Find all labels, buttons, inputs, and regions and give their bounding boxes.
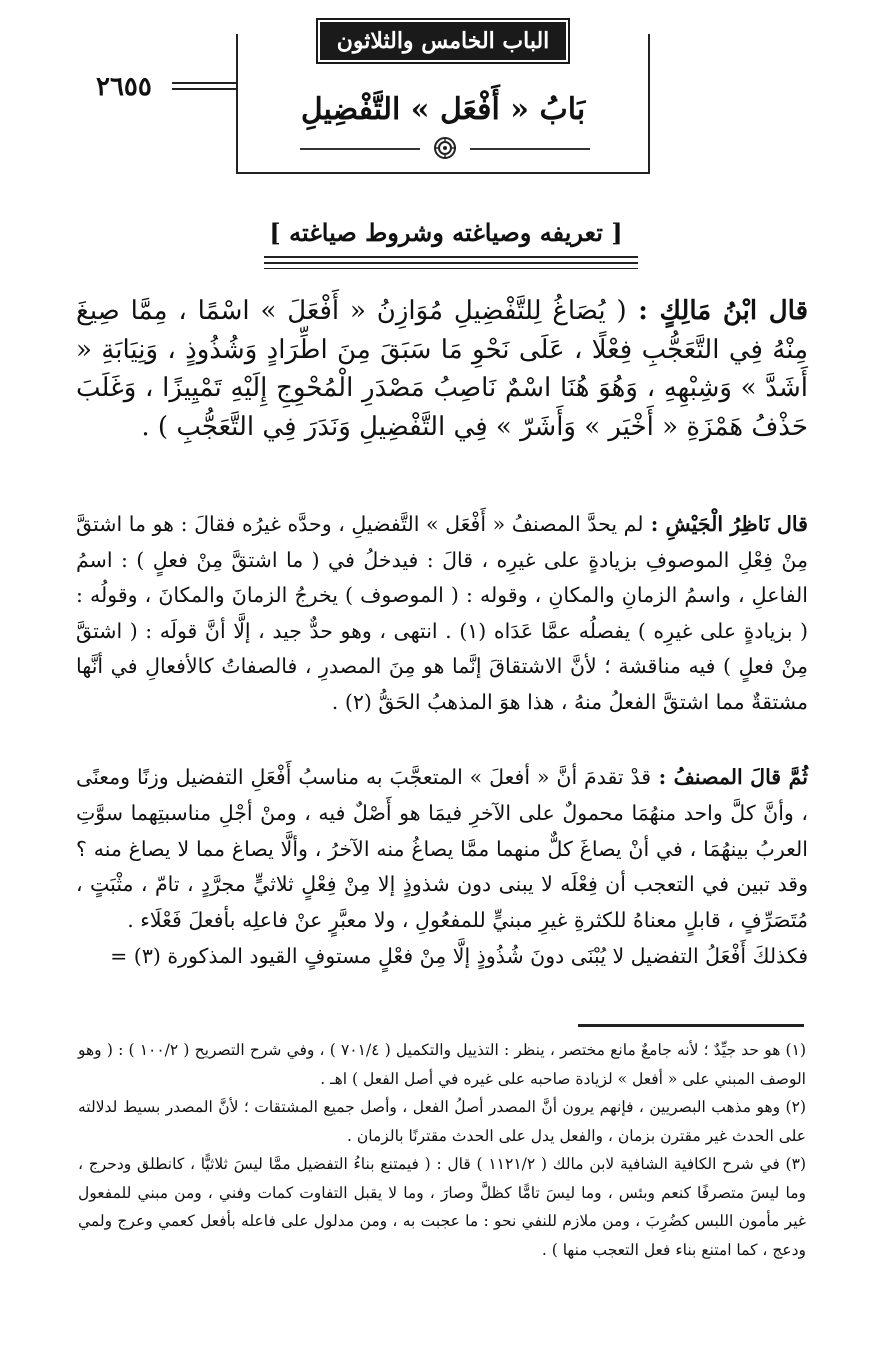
speaker-label: ثُمَّ قالَ المصنفُ : [651,765,808,789]
chapter-title: الباب الخامس والثلاثون [318,20,568,62]
subtitle-rule [264,256,638,258]
footnote: (١) هو حد جيِّدٌ ؛ لأنه جامعٌ مانع مختصر ، ينظر : التذييل والتكميل ( ٧٠١/٤ ) ، وفي شرح التصريح ( ١٠٠/٢ ) : ( وهو الوصف المبني على « أفعل » لزيادة صاحبه على غيره في أصل الفعل ) اهـ . [78,1041,806,1088]
rosette-ornament-icon [433,136,457,160]
speaker-label: قال ابْنُ مَالِكٍ : [626,296,809,326]
paragraph-nazir-al-jaysh [76,507,808,720]
title-ornament-row [300,136,590,162]
paragraph-continuation: فكذلكَ أَفْعَلُ التفضيل لا يُبْنَى دونَ شُذُوذٍ إلَّا مِنْ فعْلٍ مستوفٍ القيود المذكورة (٣) = [110,943,808,968]
section-title: بَابُ « أَفْعَل » التَّفْضِيلِ [300,92,586,127]
paragraph-text: قدْ تقدمَ أنَّ « أفعلَ » المتعجَّبَ به مناسبُ أَفْعَلِ التفضيل وزنًا ومعنًى ، وأنَّ كلَّ واحد منهُمَا محمولٌ على الآخرِ فيمَا هو أَصْلٌ فيه ، ومنْ أجْلِ مناسبتِهما سوَّتِ العربُ بينهُمَا ، في أنْ يصاغَ كلٌّ منهما ممَّا يصاغُ منه الآخرُ ، وألَّا يصاغ مما لا يصاغ منه ؟ وقد تبين في التعجب أن فِعْلَه لا يبنى دون شذوذٍ إلا مِنْ فِعْلٍ ثلاثيٍّ مجرَّدٍ ، تامّ ، مثْبَتٍ ، مُتَصَرِّفٍ ، قابلٍ معناهُ للكثرةِ غيرِ مبنيٍّ للمفعُولِ ، ولا معبَّرٍ عنْ فاعلِه بأفعلَ فَعْلَاء . [76,765,808,933]
page-number-rule [172,88,236,90]
ornament-line-right [470,148,590,150]
section-subtitle: [ تعريفه وصياغته وشروط صياغته ] [269,218,623,247]
paragraph-text: لم يحدَّ المصنفُ « أَفْعَل » التَّفضيلِ ، وحدَّه غيرُه فقالَ : هو ما اشتقَّ مِنْ فِعْلِ الموصوفِ بزيادةٍ على غيرِه ، قالَ : فيدخلُ في ( ما اشتقَّ مِنْ فعلٍ ) : اسمُ الفاعلِ ، واسمُ الزمانِ والمكانِ ، وقوله : ( الموصوف ) يخرجُ الزمانَ والمكانَ ، وقولُه : ( بزيادةٍ على غيرِه ) يفصلُه عمَّا عَدَاه (١) . انتهى ، وهو حدٌّ جيد ، إلَّا أنَّ قولَه : ( اشتقَّ مِنْ فعلٍ ) فيه مناقشة ؛ لأنَّ الاشتقاقَ إنَّما هو مِنَ المصدرِ ، فالصفاتُ كالأفعالِ في أنَّها مشتقةٌ مما اشتقَّ الفعلُ منهُ ، هذا هوَ المذهبُ الحَقُّ (٢) . [76,512,808,714]
speaker-label: قال نَاظِرُ الْجَيْشِ : [643,512,808,536]
footnotes [78,1036,806,1264]
subtitle-rule [264,262,638,264]
footnote: (٢) وهو مذهب البصريين ، فإنهم يرون أنَّ المصدر أصلُ الفعل ، وأصل جميع المشتقات ؛ لأنَّ المصدر بسيط لدلالته على الحدث غير مقترن بزمان ، والفعل يدل على الحدث مقترنًا بالزمان . [78,1098,807,1145]
subtitle-rule [264,268,638,269]
footnote: (٣) في شرح الكافية الشافية لابن مالك ( ١١٢١/٢ ) قال : ( فيمتنع بناءُ التفضيل ممَّا ليسَ ثلاثيًّا ، كانطلق ودحرج ، وما ليسَ متصرفًا كنعم وبئس ، وما ليسَ تامًّا كظلَّ وصارَ ، وما لا يقبل التفاوت كمات وفني ، ومن مبني للمفعول غير مأمون اللبس كضُرِبَ ، ومن ملازم للنفي نحو : ما عجبت به ، ومن مدلول على فاعله بأفعل كعمي وعرج ولمي ودعج ، كما امتنع بناء فعل التعجب منها ) . [78,1155,806,1259]
page-number-rule [172,82,236,84]
page-number: ٢٦٥٥ [96,72,152,102]
paragraph-author-comment [76,760,808,975]
paragraph-text: ( يُصَاغُ لِلتَّفْضِيلِ مُوَازِنُ « أَفْعَلَ » اسْمًا ، مِمَّا صِيغَ مِنْهُ فِي التَّعَجُّبِ فِعْلًا ، عَلَى نَحْوِ مَا سَبَقَ مِنَ اطِّرَادٍ وَشُذُوذٍ ، وَنِيَابَةِ « أَشَدَّ » وَشِبْهِهِ ، وَهُوَ هُنَا اسْمٌ نَاصِبُ مَصْدَرِ الْمُحْوِجِ إِلَيْهِ تَمْيِيزًا ، وَغَلَبَ حَذْفُ هَمْزَةِ « أَخْيَر » وَأَشَرّ » فِي التَّفْضِيلِ وَنَدَرَ فِي التَّعَجُّبِ ) . [76,296,808,442]
footnote-separator [578,1024,804,1027]
ornament-line-left [300,148,420,150]
paragraph-ibn-malik [76,292,808,446]
